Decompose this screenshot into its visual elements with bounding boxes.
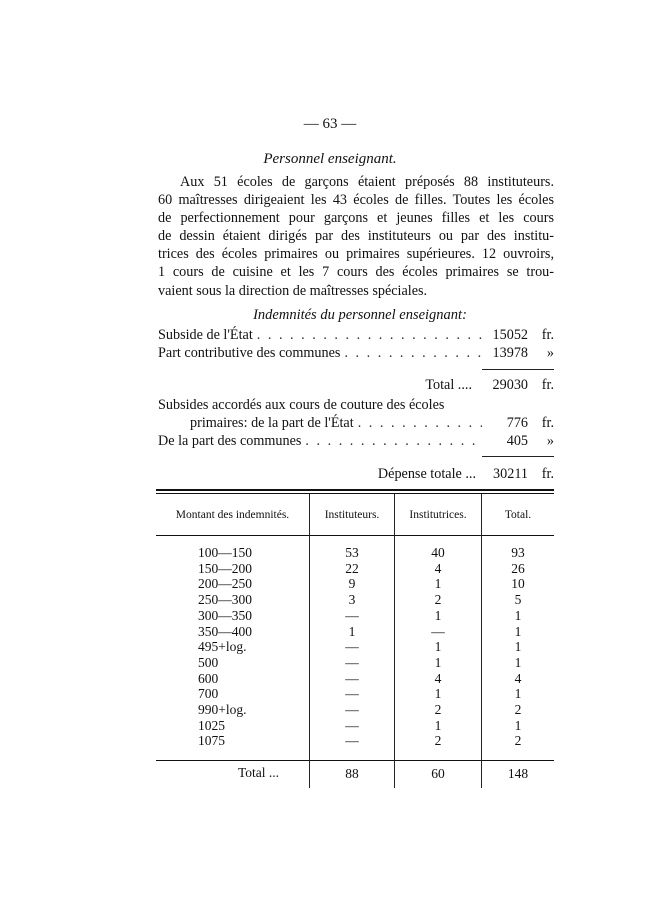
table-cell-instituteurs-count: 3 [348,592,356,608]
table-cell-institutrices-count: 40 [431,545,445,560]
table-cell-instituteurs-count: 9 [348,576,356,592]
ledger-row-sewing-heading [158,397,554,415]
total-sum: 148 [507,766,529,781]
table-cell-instituteurs-count: — [345,733,359,749]
ledger-amount: 29030 [492,377,528,393]
ledger-label: Subsides accordés aux cours de couture des écoles [158,397,445,413]
paragraph-line: de dessin étaient dirigés par des instituteurs ou par des institu- [158,228,554,245]
table-cell-amount-range: 200—250 [198,576,252,592]
table-cell-amount-range: 350—400 [198,623,252,639]
total-institutrices: 60 [431,766,445,781]
table-cell-instituteurs-count: — [345,686,359,702]
indemnities-title: Indemnités du personnel enseignant: [253,307,467,323]
ledger-label: Subside de l'État [158,327,253,343]
table-cell-amount-range: 100—150 [198,545,252,560]
table-cell-institutrices-count: 2 [434,702,442,717]
table-cell-amount-range: 250—300 [198,592,252,608]
table-cell-row-total: 2 [514,702,522,717]
table-cell-row-total: 1 [514,654,522,670]
leader-dots [344,345,482,362]
leader-dots [305,433,482,450]
table-cell-amount-range: 1075 [198,733,225,749]
paragraph-line: 60 maîtresses dirigeaient les 43 écoles de filles. Toutes les écoles [158,192,554,209]
ledger-label: Part contributive des communes [158,345,341,361]
ledger-row-total [158,377,554,395]
ledger-unit: » [546,433,554,449]
table-cell-row-total: 10 [511,576,525,592]
paragraph-line: vaient sous la direction de maîtresses spéciales. [158,282,428,299]
table-cell-instituteurs-count: — [345,654,359,670]
table-cell-institutrices-count: 1 [434,639,442,655]
table-cell-institutrices-count: 4 [434,560,442,576]
table-cell-institutrices-count: 1 [434,717,442,733]
ledger-row-grand-total [158,466,554,484]
table-header-amount: Montant des indemnités. [175,509,290,521]
table-cell-amount-range: 150—200 [198,560,252,576]
table-cell-institutrices-count: 2 [434,733,442,749]
table-cell-institutrices-count: 1 [434,654,442,670]
ledger-unit: fr. [541,377,554,393]
table-cell-row-total: 2 [514,733,522,749]
paragraph-line: 1 cours de cuisine et les 7 cours des écoles primaires se trou- [158,264,554,281]
ledger-amount: 30211 [493,466,528,482]
ledger-row-sewing-communes [158,433,554,451]
page-number: — 63 — [303,116,357,132]
table-cell-institutrices-count: 1 [434,576,442,592]
paragraph-line: de perfectionnement pour garçons et jeunes filles et les cours [158,210,554,227]
table-cell-instituteurs-count: 53 [345,545,359,560]
ledger-label: Total .... [425,377,472,393]
table-cell-amount-range: 495+log. [198,639,247,655]
table-cell-row-total: 1 [514,639,522,655]
ledger-amount: 13978 [492,345,528,361]
ledger-row-sewing-state [158,415,554,433]
table-header-institutrices: Institutrices. [409,509,467,521]
total-instituteurs: 88 [345,766,359,781]
table-top-rule-thin [156,493,554,494]
table-header-rule [156,535,554,536]
table-cell-institutrices-count: 4 [434,670,442,686]
table-cell-institutrices-count: 2 [434,592,442,608]
ledger-row-subsidy-state [158,327,554,345]
table-cell-institutrices-count: 1 [434,607,442,623]
table-cell-amount-range: 700 [198,686,219,702]
table-cell-instituteurs-count: — [345,670,359,686]
ledger-amount: 15052 [492,327,528,343]
ledger-row-communes [158,345,554,363]
paragraph-line: Aux 51 écoles de garçons étaient préposés 88 instituteurs. [180,174,554,190]
table-cell-row-total: 5 [514,592,522,608]
section-title: Personnel enseignant. [263,151,397,167]
table-cell-instituteurs-count: — [345,639,359,655]
ledger-unit: fr. [541,327,554,343]
table-total-rule [156,760,554,761]
table-cell-instituteurs-count: 1 [348,623,356,639]
table-cell-row-total: 26 [511,560,525,576]
table-cell-amount-range: 1025 [198,717,225,733]
ledger-unit: fr. [541,415,554,431]
table-header-total: Total. [504,509,532,521]
ledger-unit: » [546,345,554,361]
table-cell-row-total: 1 [514,607,522,623]
ledger-unit: fr. [541,466,554,482]
table-header-instituteurs: Instituteurs. [324,509,380,521]
sum-rule [482,456,554,457]
sum-rule [482,369,554,370]
ledger-label: De la part des communes [158,433,302,449]
table-cell-amount-range: 300—350 [198,607,252,623]
table-cell-instituteurs-count: — [345,607,359,623]
table-cell-institutrices-count: — [431,623,445,639]
table-cell-amount-range: 600 [198,670,219,686]
ledger-label: Dépense totale ... [377,466,476,482]
leader-dots [257,327,482,344]
table-cell-row-total: 1 [514,686,522,702]
paragraph-line: trices des écoles primaires ou primaires supérieures. 12 ouvroirs, [158,246,554,263]
table-cell-instituteurs-count: 22 [345,560,359,576]
table-total-label: Total ... [238,765,280,780]
ledger-label: primaires: de la part de l'État [190,415,354,431]
table-cell-institutrices-count: 1 [434,686,442,702]
table-cell-amount-range: 500 [198,654,219,670]
ledger-amount: 405 [506,433,528,449]
table-cell-row-total: 4 [514,670,522,686]
table-cell-row-total: 1 [514,623,522,639]
table-top-rule [156,489,554,491]
table-cell-amount-range: 990+log. [198,702,247,717]
table-cell-instituteurs-count: — [345,702,359,717]
table-cell-row-total: 93 [511,545,525,560]
table-cell-row-total: 1 [514,717,522,733]
ledger-amount: 776 [506,415,528,431]
table-cell-instituteurs-count: — [345,717,359,733]
leader-dots [358,415,482,432]
